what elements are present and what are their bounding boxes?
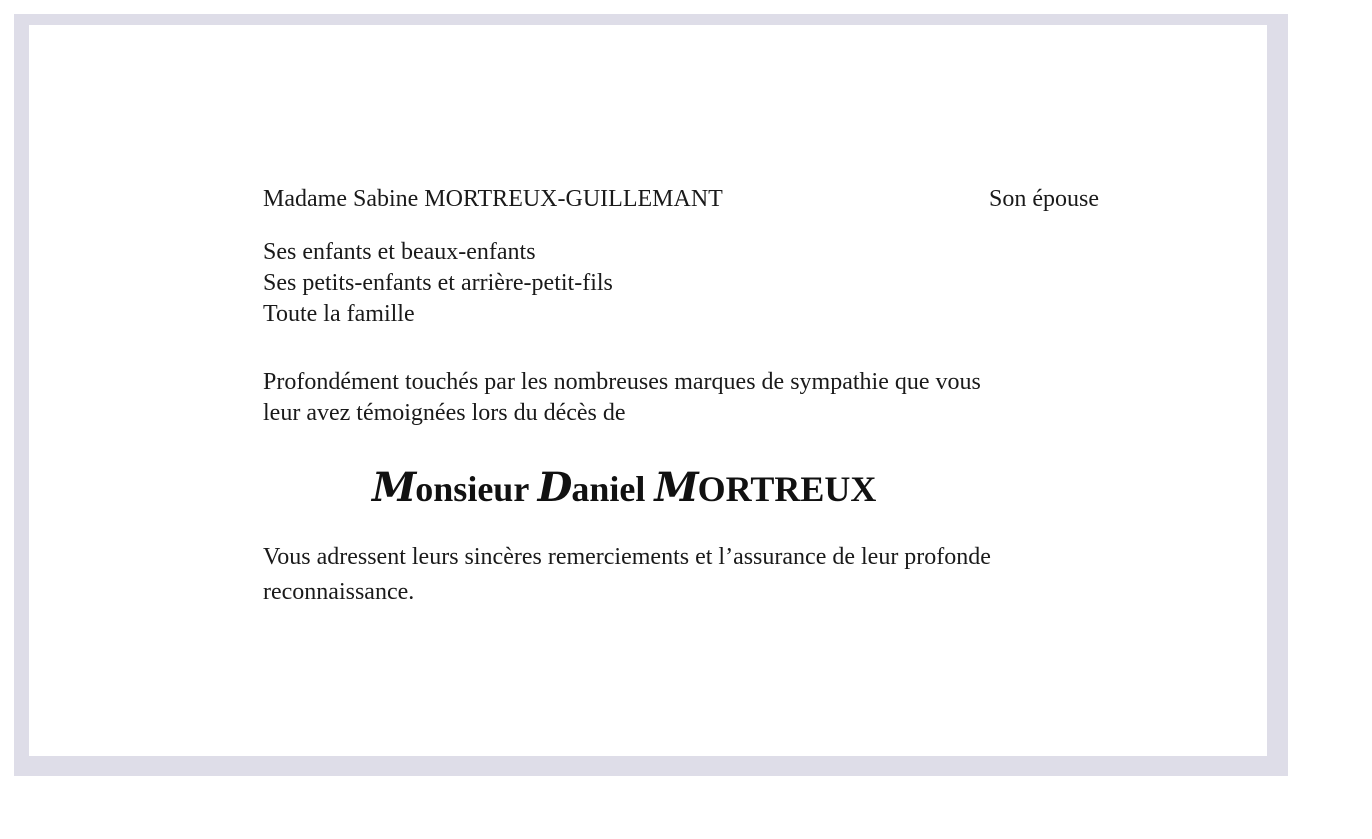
intro-paragraph [263,367,981,429]
intro-line: leur avez témoignées lors du décès de [263,400,626,426]
first-name-rest: aniel [571,469,646,509]
last-name-initial: M [654,464,698,511]
first-name-initial: D [537,464,572,511]
spouse-name: Madame Sabine MORTREUX-GUILLEMANT [263,186,723,212]
closing-paragraph [263,540,991,610]
family-line: Ses enfants et beaux-enfants [263,239,536,265]
last-name-rest: ORTREUX [697,469,877,509]
intro-line: Profondément touchés par les nombreuses marques de sympathie que vous [263,369,981,395]
title-rest: onsieur [415,469,529,509]
family-line: Toute la famille [263,301,415,327]
deceased-name [372,464,876,511]
closing-line: Vous adressent leurs sincères remerciements et l’assurance de leur profonde [263,544,991,570]
family-line: Ses petits-enfants et arrière-petit-fils [263,270,613,296]
spouse-relation: Son épouse [989,186,1099,212]
closing-line: reconnaissance. [263,579,415,605]
title-initial: M [372,464,416,511]
family-list [263,237,613,330]
